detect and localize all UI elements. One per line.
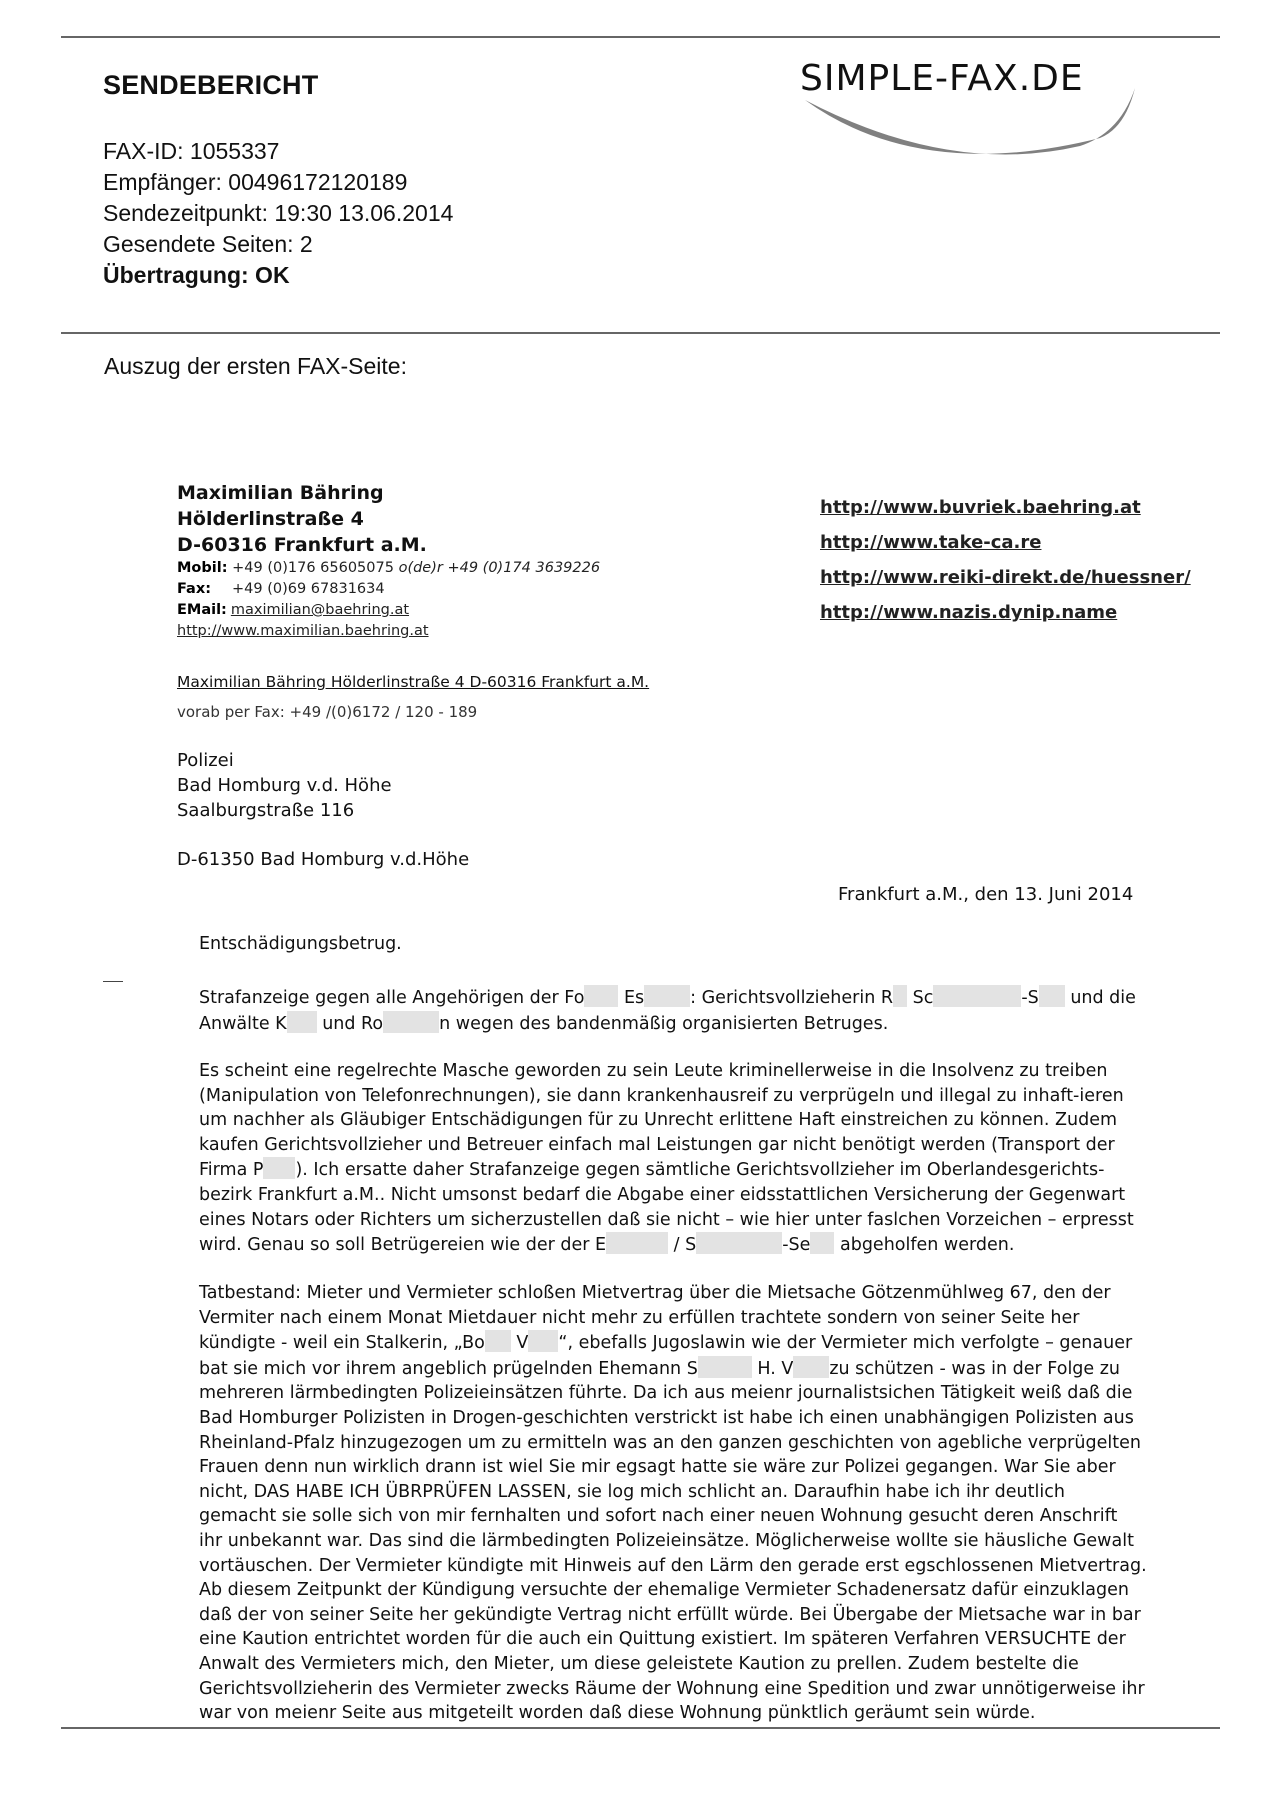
text-line: kaufen Gerichtsvollzieher und Betreuer einfach mal Leistungen gar nicht benötigt werden (Transport der — [199, 1134, 1115, 1155]
website-link[interactable]: http://www.maximilian.baehring.at — [177, 623, 429, 639]
text-line: Strafanzeige gegen alle Angehörigen der Fo Es : Gerichtsvollzieherin R Sc -S und die — [199, 985, 1154, 1011]
recipient-address — [177, 748, 469, 872]
text-line: Bad Homburger Polizisten in Drogen-geschichten verstrickt ist habe ich einen unabhängigen Polizisten aus — [199, 1407, 1134, 1428]
recipient-line: D-61350 Bad Homburg v.d.Höhe — [177, 849, 470, 870]
redaction — [933, 985, 1021, 1007]
fax-value: +49 (0)69 67831634 — [232, 581, 385, 597]
text-line: daß der von seiner Seite her gekündigte Vertrag nicht erfüllt würde. Bei Übergabe der Mietsache war in bar — [199, 1604, 1141, 1625]
logo-swoosh-icon — [800, 58, 1200, 158]
redaction — [1039, 985, 1065, 1007]
recipient-line: Saalburgstraße 116 — [177, 800, 355, 821]
sender-city: D-60316 Frankfurt a.M. — [177, 534, 427, 556]
redaction — [696, 1232, 782, 1254]
redaction — [810, 1232, 834, 1254]
text-line: Tatbestand: Mieter und Vermieter schloßen Mietvertrag über die Mietsache Götzenmühlweg 67, den der — [199, 1283, 1111, 1303]
text-line: Vermiter nach einem Monat Mietdauer nicht mehr zu erfüllen trachtete sondern von seiner Seite her — [199, 1307, 1080, 1328]
letter-date: Frankfurt a.M., den 13. Juni 2014 — [838, 884, 1134, 905]
send-time: Sendezeitpunkt: 19:30 13.06.2014 — [103, 200, 454, 226]
text-line: Rheinland-Pfalz hinzugezogen um zu ermitteln was an den ganzen geschichten von agebliche verprügelten — [199, 1432, 1141, 1453]
redaction — [287, 1011, 317, 1033]
fax-id: FAX-ID: 1055337 — [103, 138, 280, 164]
sender-email — [177, 600, 600, 621]
redaction — [383, 1011, 439, 1033]
return-address: Maximilian Bähring Hölderlinstraße 4 D-60316 Frankfurt a.M. — [177, 673, 650, 691]
link-reiki-direkt[interactable]: http://www.reiki-direkt.de/huessner/ — [820, 567, 1191, 588]
sender-website — [177, 621, 600, 642]
transmission-status: Übertragung: OK — [103, 262, 290, 288]
text-line: bezirk Frankfurt a.M.. Nicht umsonst bedarf die Abgabe einer eidsstattlichen Versicherung der Gegenwart — [199, 1184, 1126, 1205]
simple-fax-logo — [800, 58, 1200, 158]
text-line: Frauen denn nun wirklich drann ist wiel Sie mir egsagt hatte sie wäre zur Polizei gegangen. War Sie aber — [199, 1457, 1116, 1478]
sender-fax — [177, 579, 600, 600]
fax-label: Fax: — [177, 581, 211, 597]
text-line: Anwalt des Vermieters mich, den Mieter, um diese geleistete Kaution zu prellen. Zudem bestelte die — [199, 1653, 1079, 1674]
email-label: EMail: — [177, 602, 227, 618]
text-line: kündigte - weil ein Stalkerin, „Bo V “, ebefalls Jugoslawin wie der Vermieter mich verfolgte – genauer — [199, 1330, 1154, 1356]
text-line: war von meienr Seite aus mitgeteilt worden daß diese Wohnung pünktlich geräumt sein würde. — [199, 1703, 1036, 1724]
logo-text: SIMPLE-FAX.DE — [800, 58, 1084, 99]
letter-subject: Entschädigungsbetrug. — [199, 934, 402, 954]
bottom-divider — [61, 1727, 1220, 1729]
link-take-care[interactable]: http://www.take-ca.re — [820, 532, 1042, 553]
text-line: Firma P ). Ich ersatte daher Strafanzeige gegen sämtliche Gerichtsvollzieher im Oberlandesgerichts- — [199, 1157, 1154, 1183]
redaction — [893, 985, 907, 1007]
text-line: Ab diesem Zeitpunkt der Kündigung versuchte der ehemalige Vermieter Schadenersatz dafür einzuklagen — [199, 1580, 1129, 1601]
paragraph-1 — [199, 985, 1154, 1036]
text-line: gemacht sie solle sich von mir fernhalten und sofort nach einer neuen Wohnung gesucht deren Anschrift — [199, 1506, 1118, 1527]
paragraph-2 — [199, 1059, 1154, 1258]
advance-fax-number: vorab per Fax: +49 /(0)6172 / 120 - 189 — [177, 703, 478, 721]
text-line: bat sie mich vor ihrem angeblich prügelnden Ehemann S H. V zu schützen - was in der Folge zu — [199, 1356, 1154, 1382]
redaction — [485, 1330, 511, 1352]
paragraph-3 — [199, 1281, 1154, 1726]
text-line: mehreren lärmbedingten Polizeieinsätzen führte. Da ich aus meienr journalistsichen Tätigkeit weiß daß die — [199, 1383, 1133, 1404]
excerpt-label: Auszug der ersten FAX-Seite: — [104, 353, 407, 379]
redaction — [528, 1330, 558, 1352]
links-list — [820, 490, 1191, 630]
mobile-value: +49 (0)176 65605075 — [227, 560, 399, 576]
text-line: Es scheint eine regelrechte Masche geworden zu sein Leute kriminellerweise in die Insolvenz zu treiben — [199, 1061, 1108, 1081]
redaction — [644, 985, 690, 1007]
middle-divider — [61, 332, 1220, 334]
text-line: ihr unbekannt war. Das sind die lärmbedingten Polizeieinsätze. Möglicherweise wollte sie häusliche Gewalt — [199, 1530, 1134, 1551]
text-line: wird. Genau so soll Betrügereien wie der der E / S -Se abgeholfen werden. — [199, 1232, 1154, 1258]
text-line: eine Kaution entrichtet worden für die auch ein Quittung existiert. Im späteren Verfahren VERSUCHTE der — [199, 1629, 1126, 1650]
report-meta — [103, 136, 453, 291]
link-nazis-dynip[interactable]: http://www.nazis.dynip.name — [820, 602, 1118, 623]
sender-block — [177, 480, 600, 642]
text-line: eines Notars oder Richters um sicherzustellen daß sie nicht – wie hier unter faslchen Vorzeichen – erpresst — [199, 1209, 1134, 1230]
sender-mobile — [177, 558, 600, 579]
redaction — [793, 1356, 829, 1378]
text-line: (Manipulation von Telefonrechnungen), sie dann krankenhausreif zu verprügeln und illegal zu inhaft-ieren — [199, 1085, 1124, 1106]
top-divider — [61, 36, 1220, 38]
pages-sent: Gesendete Seiten: 2 — [103, 231, 313, 257]
mobile-label: Mobil: — [177, 560, 228, 576]
redaction — [584, 985, 618, 1007]
recipient-line: Bad Homburg v.d. Höhe — [177, 775, 392, 796]
redaction — [698, 1356, 752, 1378]
text-line: nicht, DAS HABE ICH ÜBRPRÜFEN LASSEN, sie log mich schlicht an. Daraufhin habe ich ihr deutlich — [199, 1481, 1065, 1502]
redaction — [263, 1157, 295, 1179]
text-line: Anwälte K und Ro n wegen des bandenmäßig organisierten Betruges. — [199, 1011, 1154, 1037]
link-buvriek[interactable]: http://www.buvriek.baehring.at — [820, 497, 1141, 518]
recipient-line: Polizei — [177, 750, 234, 771]
recipient-number: Empfänger: 00496172120189 — [103, 169, 408, 195]
mobile-alt: o(de)r +49 (0)174 3639226 — [398, 560, 601, 576]
email-link[interactable]: maximilian@baehring.at — [230, 602, 410, 618]
text-line: vortäuschen. Der Vermieter kündigte mit Hinweis auf den Lärm den gerade erst egschlossenen Mietvertrag. — [199, 1555, 1147, 1576]
fold-mark — [103, 981, 123, 982]
sender-name: Maximilian Bähring — [177, 482, 384, 504]
text-line: um nachher als Gläubiger Entschädigungen für zu Unrecht erlittene Haft einstreichen zu können. Zudem — [199, 1110, 1118, 1131]
redaction — [606, 1232, 668, 1254]
sender-street: Hölderlinstraße 4 — [177, 508, 364, 530]
report-title: SENDEBERICHT — [103, 70, 319, 100]
text-line: Gerichtsvollzieherin des Vermieter zwecks Räume der Wohnung eine Spedition und zwar unnötigerweise ihr — [199, 1678, 1145, 1699]
